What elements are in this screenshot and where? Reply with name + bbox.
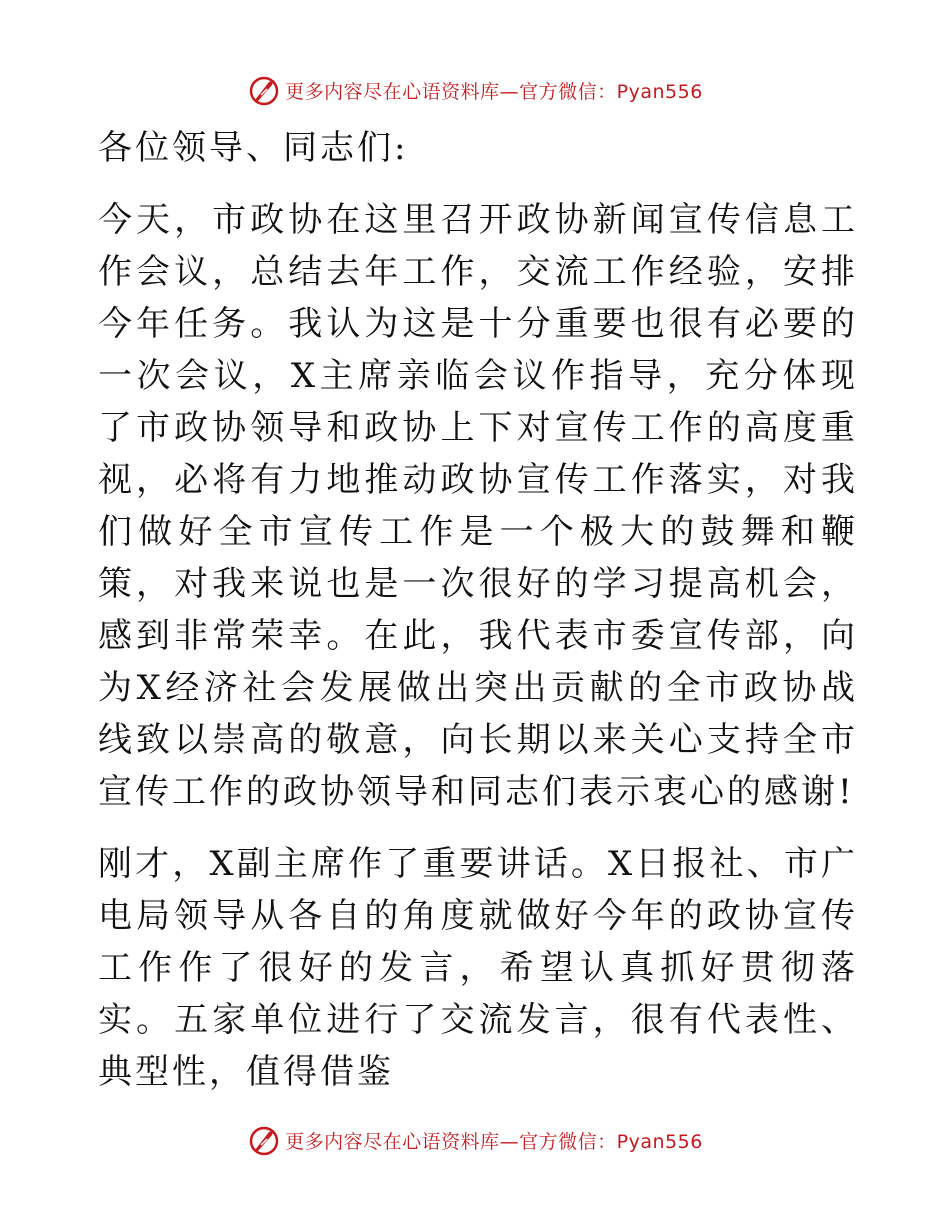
quill-circle-logo-icon bbox=[247, 1123, 281, 1157]
footer-watermark bbox=[0, 1120, 950, 1160]
header-watermark bbox=[0, 70, 950, 110]
document-body bbox=[98, 122, 858, 1098]
watermark-text: 更多内容尽在心语资料库—官方微信：Pyan556 bbox=[285, 1130, 703, 1153]
paragraph: 刚才，X副主席作了重要讲话。X日报社、市广电局领导从各自的角度就做好今年的政协宣传工作作了很好的发言，希望认真抓好贯彻落实。五家单位进行了交流发言，很有代表性、典型性，值得借鉴 bbox=[98, 844, 858, 1092]
quill-circle-logo-icon bbox=[247, 73, 281, 107]
salutation: 各位领导、同志们: bbox=[98, 128, 409, 168]
paragraph: 今天，市政协在这里召开政协新闻宣传信息工作会议，总结去年工作，交流工作经验，安排今年任务。我认为这是十分重要也很有必要的一次会议，X主席亲临会议作指导，充分体现了市政协领导和政协上下对宣传工作的高度重视，必将有力地推动政协宣传工作落实，对我们做好全市宣传工作是一个极大的鼓舞和鞭策，对我来说也是一次很好的学习提高机会，感到非常荣幸。在此，我代表市委宣传部，向为X经济社会发展做出突出贡献的全市政协战线致以崇高的敬意，向长期以来关心支持全市宣传工作的政协领导和同志们表示衷心的感谢! bbox=[98, 200, 858, 812]
watermark-text: 更多内容尽在心语资料库—官方微信：Pyan556 bbox=[285, 80, 703, 103]
